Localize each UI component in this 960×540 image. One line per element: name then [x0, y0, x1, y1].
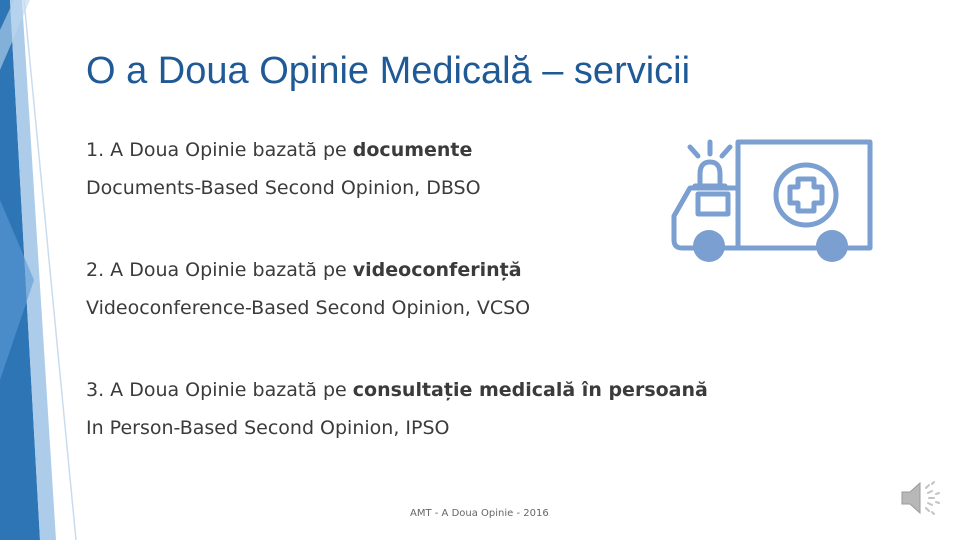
service-item-subtitle: In Person-Based Second Opinion, IPSO: [86, 417, 450, 439]
service-item-prefix: 2. A Doua Opinie bazată pe: [86, 259, 353, 281]
service-item-emphasis: documente: [352, 139, 473, 161]
left-decoration: [0, 0, 90, 540]
slide-title: O a Doua Opinie Medicală – servicii: [86, 50, 691, 92]
service-item-prefix: 1. A Doua Opinie bazată pe: [86, 139, 353, 161]
service-item-subtitle: Videoconference-Based Second Opinion, VCSO: [86, 297, 531, 319]
service-item-prefix: 3. A Doua Opinie bazată pe: [86, 379, 353, 401]
service-item-3: [86, 371, 846, 447]
service-item-emphasis: consultație medicală în persoană: [352, 379, 708, 401]
speaker-icon[interactable]: [896, 474, 944, 522]
ambulance-icon: [664, 138, 882, 270]
slide-footer: AMT - A Doua Opinie - 2016: [410, 508, 549, 519]
service-item-emphasis: videoconferință: [352, 259, 522, 281]
service-item-heading: [86, 371, 846, 409]
service-item-subtitle: Documents-Based Second Opinion, DBSO: [86, 177, 481, 199]
